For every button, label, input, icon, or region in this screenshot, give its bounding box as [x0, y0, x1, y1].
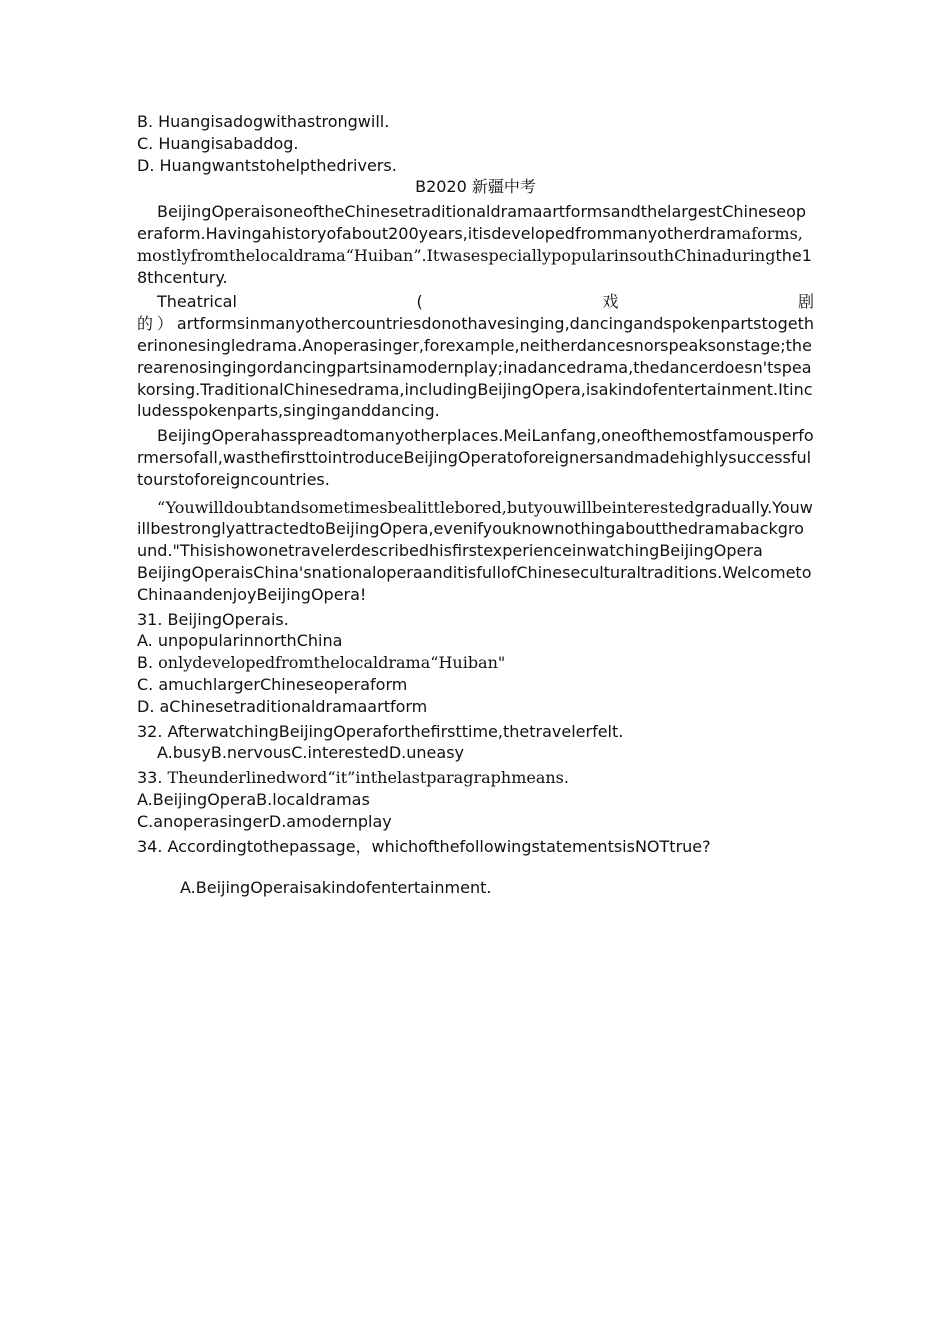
- question-33-text: Theunderlinedword“it”inthelastparagraphmeans.: [167, 768, 569, 788]
- paragraph-2-word-theatrical: Theatrical: [157, 292, 237, 312]
- paragraph-2-body: 的）artformsinmanyothercountriesdonothavesinging,dancingandspokenpartstogetherinonesingledrama.Anoperasinger,forexample,neitherdancesnorspeaksonstage;therearenosingingordancingpartsinamodernplay;inadancedrama,thedancerdoesn'tspeakorsing.TraditionalChinesedrama,includingBeijingOpera,isakindofentertainment.Itincludesspokenparts,singinganddancing.: [137, 314, 814, 421]
- paragraph-2-char-xi: 戏: [602, 292, 619, 312]
- question-31-option-b-text: onlydevelopedfromthelocaldrama“Huiban": [158, 653, 506, 673]
- question-34-option-a: A.BeijingOperaisakindofentertainment.: [180, 878, 492, 898]
- paragraph-1-text-b: aforms,mostlyfromthelocaldrama“Huiban”.ItwasespeciallypopularinsouthChinaduring: [137, 223, 803, 265]
- question-31-option-c: C. amuchlargerChineseoperaform: [137, 674, 408, 694]
- question-31-stem: 31. BeijingOperais.: [137, 609, 289, 629]
- option-c-previous: C. Huangisabaddog.: [137, 133, 299, 153]
- paragraph-2-char-ju: 剧: [797, 292, 814, 312]
- paragraph-2: [137, 291, 814, 422]
- question-34-stem: 34. Accordingtothepassage，whichofthefollowingstatementsisNOTtrue?: [137, 836, 711, 856]
- paragraph-1-text-a: BeijingOperaisoneoftheChinesetraditionaldramaartformsandthelargestChineseoperaform.Havingahistoryofabout200years,itisdevelopedfrommanyotherdram: [137, 202, 807, 243]
- paragraph-4-text-b: gradually.YouwillbestronglyattractedtoBeijingOpera,evenifyouknownothingaboutthedramabackground."ThisishowonetravelerdescribedhisfirstexperienceinwatchingBeijingOpera: [137, 497, 813, 561]
- question-33-number: 33.: [137, 768, 168, 788]
- option-d-previous: D. Huangwantstohelpthedrivers.: [137, 155, 397, 175]
- question-33-stem: [137, 767, 814, 789]
- question-32-stem: 32. AfterwatchingBeijingOperaforthefirsttime,thetravelerfelt.: [137, 721, 624, 741]
- document-content: [137, 111, 814, 899]
- question-31-option-a: A. unpopularinnorthChina: [137, 631, 343, 651]
- question-33-options-1: A.BeijingOperaB.localdramas: [137, 789, 370, 809]
- paragraph-2-first-line: [137, 291, 814, 313]
- paragraph-5: BeijingOperaisChina'snationaloperaanditisfullofChineseculturaltraditions.WelcometoChinaandenjoyBeijingOpera!: [137, 562, 812, 604]
- question-31-option-b-letter: B.: [137, 653, 159, 673]
- paragraph-1-text-c: the18thcentury.: [137, 245, 812, 287]
- paragraph-4: [137, 497, 814, 562]
- question-32-options: A.busyB.nervousC.interestedD.uneasy: [157, 743, 464, 763]
- paragraph-2-paren: (: [416, 292, 423, 312]
- paragraph-3: BeijingOperahasspreadtomanyotherplaces.MeiLanfang,oneofthemostfamousperformersofall,wasthefirsttointroduceBeijingOperatoforeignersandmadehighlysuccessfultourstoforeigncountries.: [137, 426, 814, 489]
- section-title: B2020 新疆中考: [415, 177, 536, 197]
- paragraph-4-text-a: “Youwilldoubtandsometimesbealittlebored,butyouwillbeinterested: [157, 497, 695, 517]
- paragraph-1: [137, 201, 814, 288]
- option-b-previous: B. Huangisadogwithastrongwill.: [137, 112, 390, 131]
- question-31-option-d: D. aChinesetraditionaldramaartform: [137, 696, 428, 716]
- question-33-options-2: C.anoperasingerD.amodernplay: [137, 811, 392, 831]
- question-31-option-b: [137, 652, 814, 674]
